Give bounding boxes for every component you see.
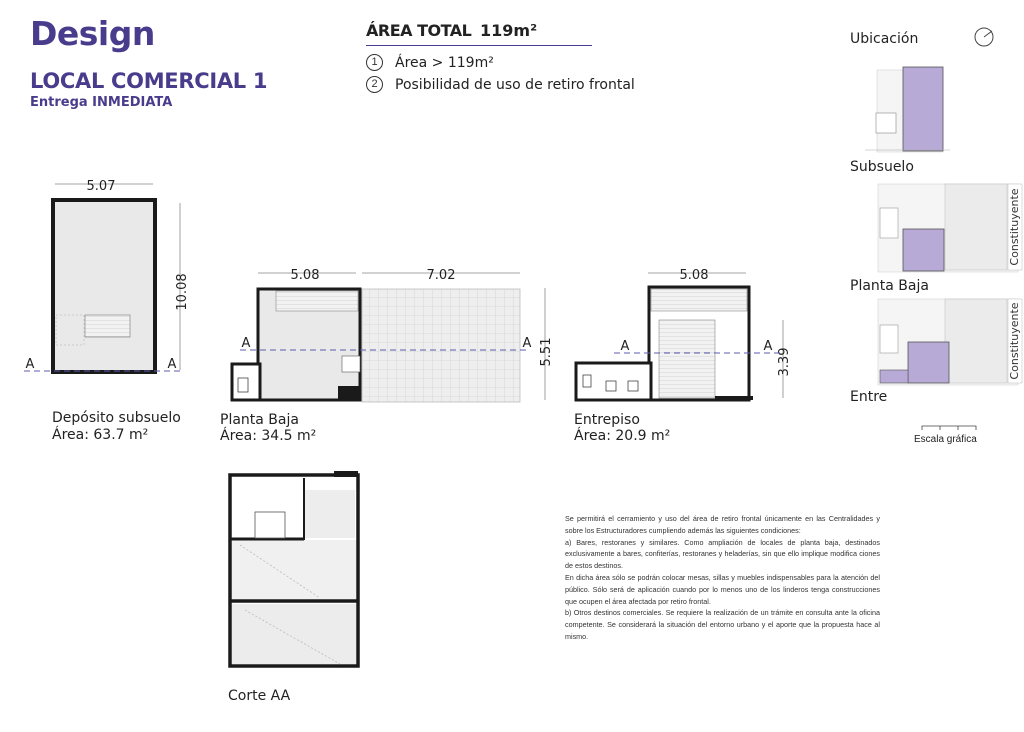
scale-label: Escala gráfica [914,434,977,445]
legal-text [565,513,880,643]
corte-name: Corte AA [228,688,291,704]
dim-deposito-depth: 10.08 [175,273,190,311]
total-area-value: 119m² [480,21,538,40]
plan-deposito [24,179,190,372]
brand-title: Design [30,14,155,53]
legal-paragraph-3: En dicha área sólo se podrán colocar mesas, sillas y muebles indispensables para la atención del público. Sólo será de aplicación cuando por lo menos uno de los linderos tenga construcciones que ocupen el área afectada por retiro frontal. [565,572,880,606]
level-label-entre: Entre [850,389,888,405]
deposito-name: Depósito subsuelo [52,410,181,426]
section-corte-aa [230,471,358,666]
street-label-entre: Constituyente [1008,302,1021,380]
legal-paragraph-2: a) Bares, restoranes y similares. Como ampliación de locales de planta baja, destinados exclusivamente a bares, confiterías, restoranes y heladerías, sin que ello implique modifica ciones de estos destinos. [565,537,880,571]
note-text-1: Área > 119m² [395,55,494,71]
plan-planta-baja [232,268,554,402]
total-area-label: ÁREA TOTAL [366,21,472,40]
entrepiso-name: Entrepiso [574,412,640,428]
note-text-2: Posibilidad de uso de retiro frontal [395,77,635,93]
dim-entrepiso-width: 5.08 [679,268,709,283]
unit-title: LOCAL COMERCIAL 1 [30,69,268,93]
note-number-2: 2 [366,76,383,93]
legal-paragraph-1: Se permitirá el cerramiento y uso del área de retiro frontal únicamente en las Centralidades y sobre los Estructuradores cumpliendo además las siguientes condiciones: [565,514,880,535]
section-mark-a-left: A [25,357,35,372]
level-label-planta-baja: Planta Baja [850,278,929,294]
dim-pb-width-interior: 5.08 [290,268,320,283]
location-panel [865,28,1022,430]
entrepiso-area: Área: 20.9 m² [574,428,671,444]
dim-deposito-width: 5.07 [86,179,116,194]
section-mark-ep-left: A [620,339,630,354]
level-label-subsuelo: Subsuelo [850,159,914,175]
street-label-pb: Constituyente [1008,188,1021,266]
section-mark-pb-left: A [241,336,251,351]
plan-entrepiso [576,268,792,400]
note-number-1: 1 [366,54,383,71]
delivery-subtitle: Entrega INMEDIATA [30,95,173,110]
dim-entrepiso-depth: 3.39 [777,347,792,377]
legal-paragraph-4: b) Otros destinos comerciales. Se requiere la realización de un trámite en consulta ante la oficina competente. Se considerará la situación del entorno urbano y el aporte que la propuesta hace al mismo. [565,608,880,641]
section-mark-pb-right: A [522,336,532,351]
location-title: Ubicación [850,31,919,47]
deposito-area: Área: 63.7 m² [52,427,149,443]
section-mark-ep-right: A [763,339,773,354]
planta-baja-area: Área: 34.5 m² [220,428,317,444]
dim-pb-depth: 5.51 [539,337,554,367]
planta-baja-name: Planta Baja [220,412,299,428]
section-mark-a-right: A [167,357,177,372]
dim-pb-width-retiro: 7.02 [426,268,456,283]
